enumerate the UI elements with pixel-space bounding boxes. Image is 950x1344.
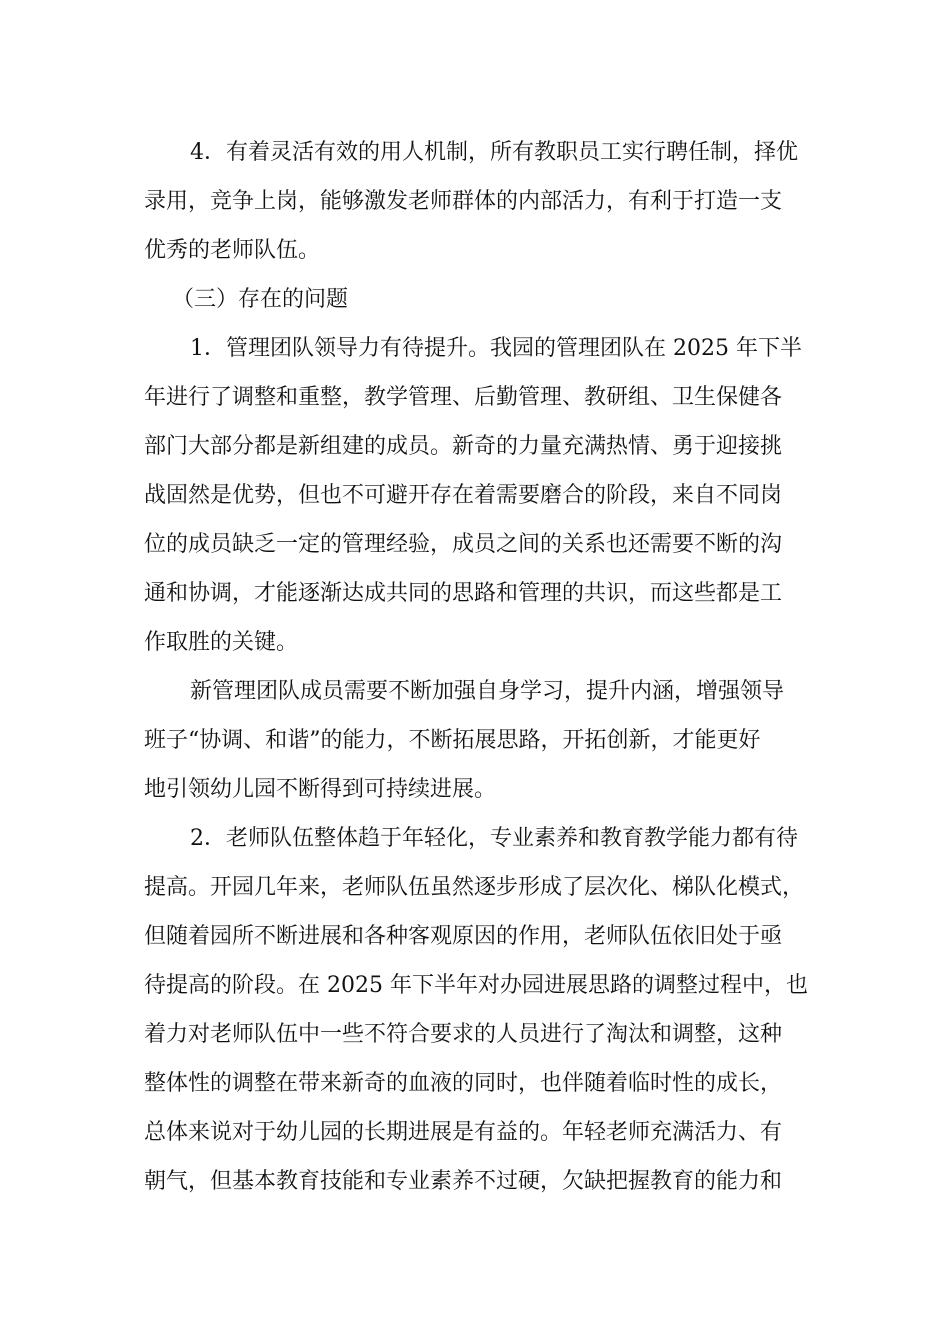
paragraph-4-line-3: 优秀的老师队伍。 [144, 238, 321, 263]
issue-2-line-4: 待提高的阶段。在 2025 年下半年对办园进展思路的调整过程中，也 [144, 973, 808, 998]
management-paragraph-line-1: 新管理团队成员需要不断加强自身学习，提升内涵，增强领导 [190, 679, 785, 704]
issue-2-line-6: 整体性的调整在带来新奇的血液的同时，也伴随着临时性的成长， [144, 1071, 783, 1096]
issue-1-line-6: 通和协调，才能逐渐达成共同的思路和管理的共识，而这些都是工 [144, 581, 783, 606]
issue-2-line-1: 2．老师队伍整体趋于年轻化，专业素养和教育教学能力都有待 [190, 826, 798, 851]
issue-1-line-5: 位的成员缺乏一定的管理经验，成员之间的关系也还需要不断的沟 [144, 532, 783, 557]
management-paragraph-line-3: 地引领幼儿园不断得到可持续进展。 [144, 777, 497, 802]
issue-2-line-8: 朝气，但基本教育技能和专业素养不过硬，欠缺把握教育的能力和 [144, 1169, 783, 1194]
paragraph-4-line-2: 录用，竞争上岗，能够激发老师群体的内部活力，有利于打造一支 [144, 189, 783, 214]
issue-1-line-1: 1．管理团队领导力有待提升。我园的管理团队在 2025 年下半 [190, 336, 802, 361]
issue-2-line-7: 总体来说对于幼儿园的长期进展是有益的。年轻老师充满活力、有 [144, 1120, 783, 1145]
issue-1-line-3: 部门大部分都是新组建的成员。新奇的力量充满热情、勇于迎接挑 [144, 434, 783, 459]
issue-1-line-4: 战固然是优势，但也不可避开存在着需要磨合的阶段，来自不同岗 [144, 483, 783, 508]
issue-1-line-7: 作取胜的关键。 [144, 630, 299, 655]
issue-1-line-2: 年进行了调整和重整，教学管理、后勤管理、教研组、卫生保健各 [144, 385, 783, 410]
paragraph-4-line-1: 4．有着灵活有效的用人机制，所有教职员工实行聘任制，择优 [190, 140, 798, 165]
issue-2-line-3: 但随着园所不断进展和各种客观原因的作用，老师队伍依旧处于亟 [144, 924, 783, 949]
issue-2-line-5: 着力对老师队伍中一些不符合要求的人员进行了淘汰和调整，这种 [144, 1022, 783, 1047]
section-heading-issues: （三）存在的问题 [172, 287, 349, 312]
management-paragraph-line-2: 班子“协调、和谐”的能力，不断拓展思路，开拓创新，才能更好 [144, 728, 761, 753]
issue-2-line-2: 提高。开园几年来，老师队伍虽然逐步形成了层次化、梯队化模式， [144, 875, 805, 900]
